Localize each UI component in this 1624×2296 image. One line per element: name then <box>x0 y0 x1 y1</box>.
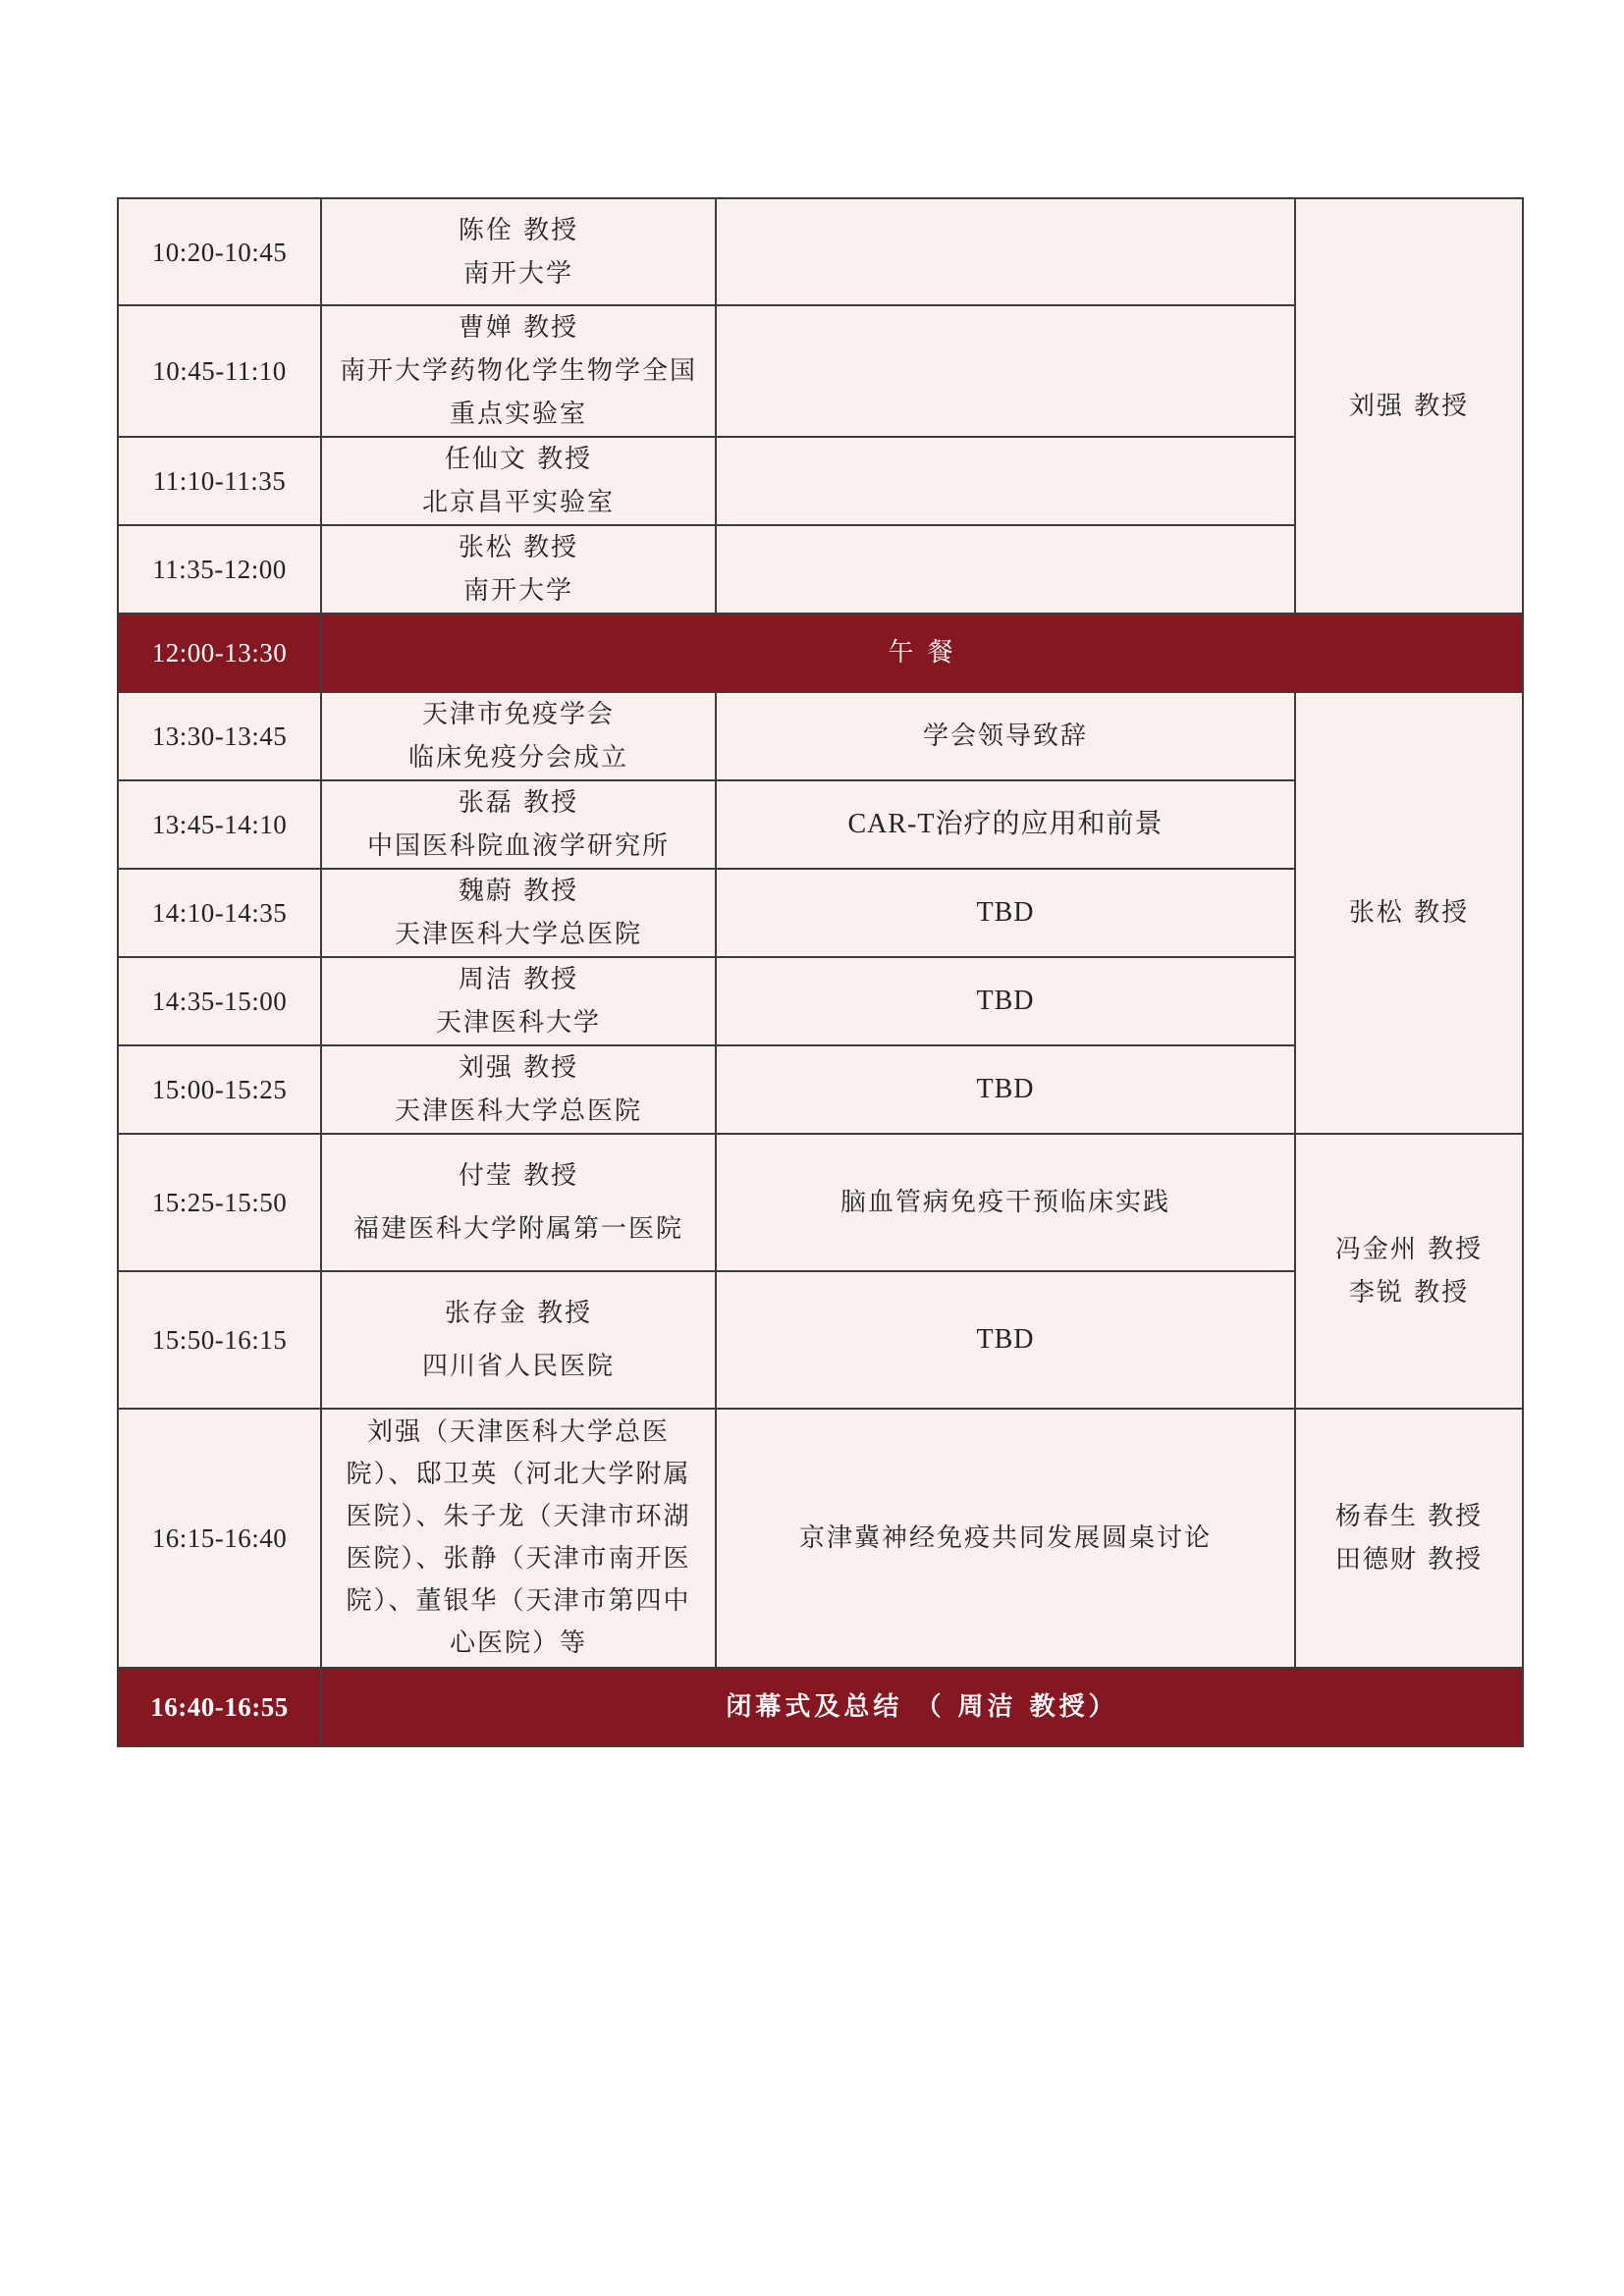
speaker-cell <box>321 869 716 957</box>
time-cell: 16:40-16:55 <box>118 1668 321 1746</box>
moderator-cell <box>1295 1134 1523 1409</box>
time-cell: 11:35-12:00 <box>118 525 321 614</box>
closing-band-row <box>118 1668 1523 1746</box>
speaker-cell <box>321 1409 716 1668</box>
speaker-name: 曹婵 教授 <box>458 313 579 343</box>
moderator-cell <box>1295 692 1523 1134</box>
topic-cell <box>716 305 1295 437</box>
speaker-affiliation: 重点实验室 <box>449 400 587 429</box>
time-cell: 14:10-14:35 <box>118 869 321 957</box>
speaker-line: 心医院）等 <box>449 1629 587 1658</box>
speaker-name: 周洁 教授 <box>458 965 579 994</box>
speaker-name: 付莹 教授 <box>458 1161 579 1191</box>
speaker-affiliation: 南开大学药物化学生物学全国 <box>339 356 697 386</box>
moderator-name: 冯金州 教授 <box>1334 1235 1484 1264</box>
moderator-name: 张松 教授 <box>1348 898 1470 928</box>
speaker-affiliation: 南开大学 <box>462 258 573 289</box>
topic-cell <box>716 525 1295 614</box>
speaker-name: 天津市免疫学会 <box>421 700 615 729</box>
speaker-affiliation: 天津医科大学总医院 <box>394 920 642 949</box>
closing-label: 闭幕式及总结 （ 周洁 教授） <box>321 1668 1523 1746</box>
speaker-affiliation: 天津医科大学总医院 <box>394 1096 642 1126</box>
time-cell: 10:45-11:10 <box>118 305 321 437</box>
speaker-cell <box>321 1134 716 1271</box>
speaker-affiliation: 临床免疫分会成立 <box>407 743 628 773</box>
table-row <box>118 1134 1523 1271</box>
moderator-name: 刘强 教授 <box>1348 391 1470 421</box>
speaker-line: 院）、董银华（天津市第四中 <box>346 1586 691 1616</box>
time-cell: 12:00-13:30 <box>118 614 321 692</box>
topic-cell <box>716 437 1295 525</box>
topic-cell: TBD <box>716 869 1295 957</box>
speaker-affiliation: 福建医科大学附属第一医院 <box>352 1214 683 1244</box>
time-cell: 14:35-15:00 <box>118 957 321 1045</box>
speaker-affiliation: 北京昌平实验室 <box>421 488 615 517</box>
speaker-cell <box>321 780 716 869</box>
speaker-name: 刘强 教授 <box>458 1053 579 1083</box>
speaker-cell <box>321 305 716 437</box>
speaker-line: 刘强（天津医科大学总医 <box>366 1417 670 1447</box>
time-cell: 13:45-14:10 <box>118 780 321 869</box>
speaker-affiliation: 南开大学 <box>462 576 573 606</box>
speaker-affiliation: 四川省人民医院 <box>421 1352 615 1381</box>
topic-cell: 脑血管病免疫干预临床实践 <box>716 1134 1295 1271</box>
speaker-name: 魏蔚 教授 <box>458 877 579 906</box>
time-cell: 10:20-10:45 <box>118 198 321 305</box>
speaker-name: 任仙文 教授 <box>444 445 593 474</box>
table-row <box>118 1409 1523 1668</box>
lunch-label: 午 餐 <box>321 614 1523 692</box>
speaker-cell <box>321 198 716 305</box>
speaker-name: 陈佺 教授 <box>458 215 579 245</box>
speaker-name: 张存金 教授 <box>444 1299 593 1328</box>
time-cell: 16:15-16:40 <box>118 1409 321 1668</box>
table-row <box>118 198 1523 305</box>
topic-cell: TBD <box>716 1045 1295 1134</box>
time-cell: 15:50-16:15 <box>118 1271 321 1409</box>
time-cell: 15:25-15:50 <box>118 1134 321 1271</box>
speaker-name: 张磊 教授 <box>458 788 579 818</box>
speaker-line: 院）、邸卫英（河北大学附属 <box>346 1460 691 1489</box>
moderator-name: 杨春生 教授 <box>1334 1502 1484 1531</box>
speaker-cell <box>321 525 716 614</box>
lunch-band-row <box>118 614 1523 692</box>
moderator-name: 李锐 教授 <box>1348 1278 1470 1308</box>
speaker-cell <box>321 957 716 1045</box>
topic-cell: 京津冀神经免疫共同发展圆桌讨论 <box>716 1409 1295 1668</box>
topic-cell: TBD <box>716 957 1295 1045</box>
table-row <box>118 692 1523 780</box>
time-cell: 11:10-11:35 <box>118 437 321 525</box>
speaker-name: 张松 教授 <box>458 533 579 562</box>
speaker-affiliation: 天津医科大学 <box>435 1008 601 1038</box>
moderator-cell <box>1295 1409 1523 1668</box>
topic-cell: CAR-T治疗的应用和前景 <box>716 780 1295 869</box>
speaker-cell <box>321 437 716 525</box>
topic-cell: 学会领导致辞 <box>716 692 1295 780</box>
speaker-cell <box>321 692 716 780</box>
speaker-affiliation: 中国医科院血液学研究所 <box>366 831 670 861</box>
speaker-cell <box>321 1271 716 1409</box>
moderator-cell <box>1295 198 1523 614</box>
moderator-name: 田德财 教授 <box>1334 1545 1484 1575</box>
time-cell: 15:00-15:25 <box>118 1045 321 1134</box>
topic-cell: TBD <box>716 1271 1295 1409</box>
schedule-table <box>117 197 1524 1747</box>
topic-cell <box>716 198 1295 305</box>
speaker-line: 医院）、张静（天津市南开医 <box>346 1544 691 1574</box>
speaker-cell <box>321 1045 716 1134</box>
speaker-line: 医院）、朱子龙（天津市环湖 <box>346 1502 691 1531</box>
time-cell: 13:30-13:45 <box>118 692 321 780</box>
